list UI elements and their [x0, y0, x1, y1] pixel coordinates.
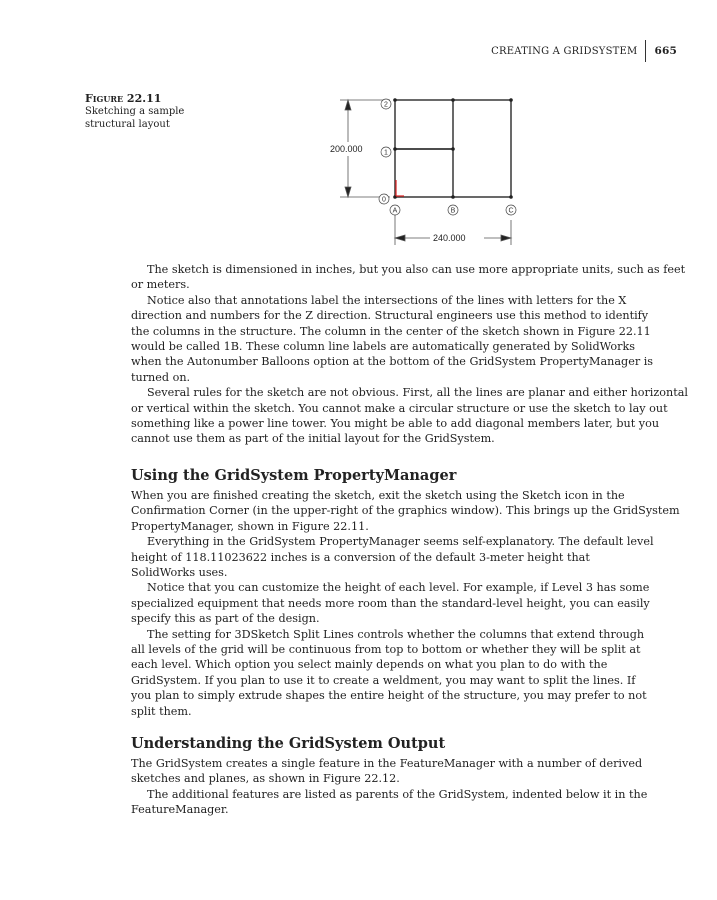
- text-line: would be called 1B. These column line labels are automatically generated by SolidWorks: [131, 340, 636, 354]
- caption-line: Sketching a sample: [85, 106, 185, 117]
- text-line: When you are finished creating the sketch, exit the sketch using the Sketch icon in the: [131, 488, 625, 502]
- text-line: Everything in the GridSystem PropertyManager seems self-explanatory. The default level: [147, 535, 654, 549]
- paragraph: [131, 293, 661, 385]
- header-divider: [645, 40, 646, 62]
- figure-label: Figure 22.11: [85, 92, 162, 105]
- dim-horizontal-label: 240.000: [433, 233, 466, 243]
- row-balloon: 1: [384, 149, 388, 157]
- text-line: direction and numbers for the Z direction. Structural engineers use this method to identify: [131, 309, 649, 323]
- text-line: specify this as part of the design.: [131, 612, 320, 626]
- section-heading: Understanding the GridSystem Output: [131, 734, 446, 752]
- paragraph: [131, 580, 661, 626]
- text-line: height of 118.11023622 inches is a conversion of the default 3-meter height that: [131, 550, 590, 564]
- row-balloon: 2: [384, 101, 388, 109]
- text-line: the columns in the structure. The column in the center of the sketch shown in Figure 22.11: [131, 324, 651, 338]
- text-line: sketches and planes, as shown in Figure 22.12.: [131, 772, 400, 786]
- text-line: GridSystem. If you plan to use it to create a weldment, you may want to split the lines. If: [131, 673, 636, 687]
- column-balloon: C: [508, 207, 514, 215]
- text-line: PropertyManager, shown in Figure 22.11.: [131, 519, 369, 533]
- running-title: CREATING A GRIDSYSTEM: [491, 45, 638, 57]
- page-number: 665: [654, 45, 677, 57]
- text-line: specialized equipment that needs more room than the standard-level height, you can easily: [131, 596, 650, 610]
- column-balloon: A: [392, 207, 398, 215]
- text-line: Several rules for the sketch are not obvious. First, all the lines are planar and either horizontal: [147, 386, 688, 400]
- text-line: cannot use them as part of the initial layout for the GridSystem.: [131, 432, 495, 446]
- text-line: The setting for 3DSketch Split Lines controls whether the columns that extend through: [147, 627, 645, 641]
- section-heading: Using the GridSystem PropertyManager: [131, 466, 457, 484]
- text-line: or vertical within the sketch. You cannot make a circular structure or use the sketch to lay out: [131, 401, 668, 415]
- text-line: each level. Which option you select mainly depends on what you plan to do with the: [131, 658, 608, 672]
- text-line: something like a power line tower. You might be able to add diagonal members later, but you: [131, 417, 660, 431]
- body-text: [131, 262, 688, 818]
- text-line: split them.: [131, 704, 192, 718]
- row-balloon: 0: [382, 196, 386, 204]
- column-balloon: B: [450, 207, 456, 215]
- paragraph: [131, 787, 661, 818]
- text-line: when the Autonumber Balloons option at the bottom of the GridSystem PropertyManager is: [131, 355, 654, 369]
- figure-caption: [85, 92, 184, 131]
- paragraph: [131, 627, 661, 719]
- text-line: you plan to simply extrude shapes the entire height of the structure, you may prefer to not: [131, 689, 647, 703]
- paragraph: [131, 488, 680, 534]
- paragraph: [131, 534, 661, 580]
- text-line: The sketch is dimensioned in inches, but you also can use more appropriate units, such as feet: [147, 263, 686, 276]
- running-header: [491, 40, 677, 62]
- paragraph: [131, 756, 661, 787]
- text-line: FeatureManager.: [131, 803, 229, 817]
- paragraph: [131, 385, 688, 447]
- text-line: turned on.: [131, 370, 191, 384]
- text-line: or meters.: [131, 278, 190, 292]
- text-line: The additional features are listed as parents of the GridSystem, indented below it in the: [147, 787, 648, 801]
- text-line: The GridSystem creates a single feature in the FeatureManager with a number of derived: [131, 756, 643, 770]
- dim-vertical-label: 200.000: [330, 144, 363, 154]
- text-line: Notice that you can customize the height of each level. For example, if Level 3 has some: [147, 581, 650, 595]
- text-line: SolidWorks uses.: [131, 565, 228, 579]
- paragraph: [131, 262, 686, 293]
- caption-line: structural layout: [85, 119, 170, 130]
- text-line: all levels of the grid will be continuous from top to bottom or whether they will be split at: [131, 642, 641, 656]
- origin-icon: [396, 180, 404, 196]
- text-line: Notice also that annotations label the intersections of the lines with letters for the X: [147, 293, 627, 307]
- grid-sketch-figure: [320, 80, 540, 250]
- text-line: Confirmation Corner (in the upper-right of the graphics window). This brings up the GridSystem: [131, 504, 680, 518]
